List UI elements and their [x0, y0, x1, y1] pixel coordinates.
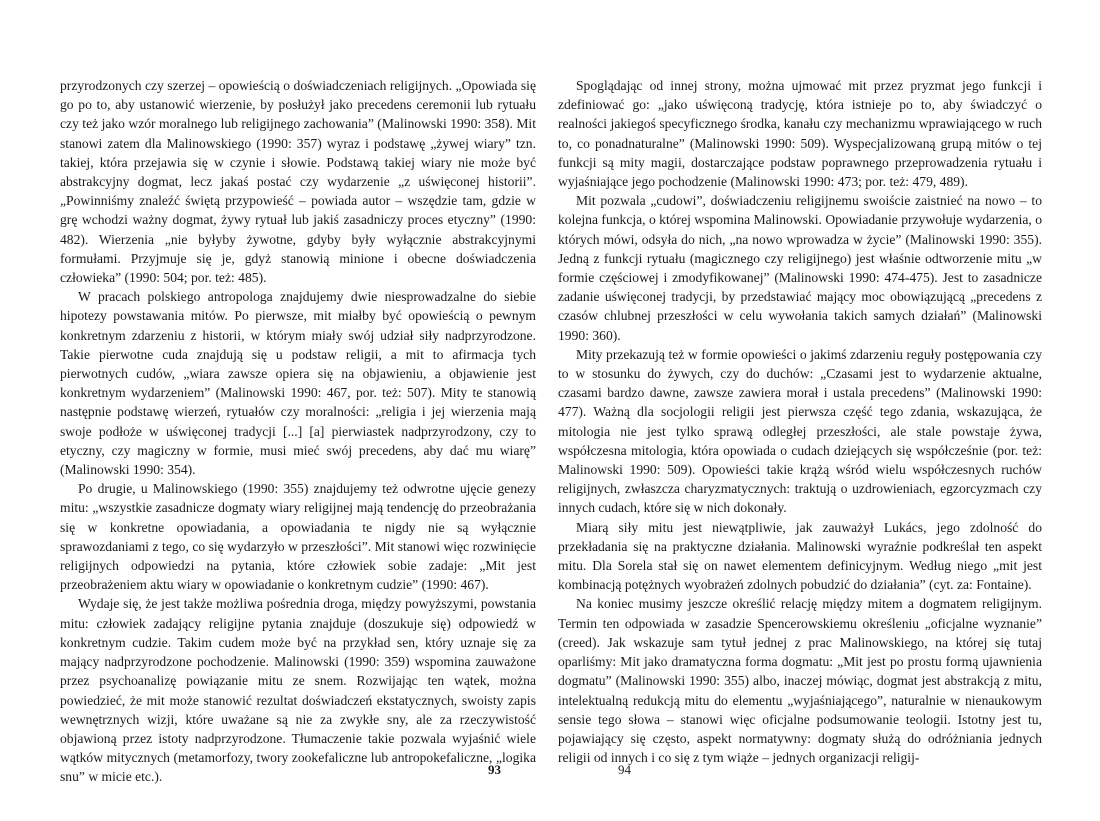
paragraph: Spoglądając od innej strony, można ujmować mit przez pryzmat jego funkcji i zdefiniować go: „jako uświęconą tradycję, która istnieje po to, aby świadczyć o realności jakiegoś specyficznego środka, kanału czy mechanizmu wprawiającego w ruch to, co ponadnaturalne” (Malinowski 1990: 509). Wyspecjalizowaną grupą mitów o tej funkcji są mity magii, dostarczające podstaw poprawnego przeprowadzenia rytuału i wyjaśniające jego pochodzenie (Malinowski 1990: 473; por. też: 479, 489).: [558, 78, 1042, 190]
paragraph: Po drugie, u Malinowskiego (1990: 355) znajdujemy też odwrotne ujęcie genezy mitu: „wszystkie zasadnicze dogmaty wiary religijnej mają tendencję do przeobrażania się w konkretne opowiadania, a opowiadania te nigdy nie są wyłącznie sprawozdaniami z tego, co się wydarzyło w przeszłości”. Mit stanowi więc rozwinięcie religijnych odpowiedzi na pytania, które człowiek sobie zadaje: „Mit jest przeobrażeniem aktu wiary w opowiadanie o konkretnym cudzie” (1990: 467).: [60, 481, 536, 593]
paragraph: Miarą siły mitu jest niewątpliwie, jak zauważył Lukács, jego zdolność do przekładania się na praktyczne działania. Malinowski wyraźnie podkreślał ten aspekt mitu. Dla Sorela stał się on nawet elementem definicyjnym. Według niego „mit jest kombinacją potężnych wyobrażeń zdolnych pobudzić do działania” (cyt. za: Fontaine).: [558, 519, 1042, 593]
paragraph: W pracach polskiego antropologa znajdujemy dwie niesprowadzalne do siebie hipotezy powstawania mitów. Po pierwsze, mit miałby być opowieścią o pewnym konkretnym zdarzeniu z historii, w którym miały swój udział siły nadprzyrodzone. Takie pierwotne cuda znajdują się u podstaw religii, a mit to afirmacja tych pierwotnych cudów, „wiara zawsze opiera się na objawieniu, a objawienie jest konkretnym wydarzeniem” (Malinowski 1990: 467, por. też: 507). Mity te stanowią następnie podstawę wierzeń, rytuałów czy moralności: „religia i jej wierzenia mają swoje podłoże w uświęconej tradycji [...] [a] pierwiastek nadprzyrodzony, czy to etyczny, czy magiczny w formie, musi mieć swój precedens, aby dać mu wiarę” (Malinowski 1990: 354).: [60, 289, 536, 478]
paragraph: Mity przekazują też w formie opowieści o jakimś zdarzeniu reguły postępowania czy to w stosunku do żywych, czy do duchów: „Czasami jest to wydarzenie aktualne, czasami bardzo dawne, zawsze zawiera morał i ustala precedens” (Malinowski 1990: 477). Ważną dla socjologii religii jest pierwsza część tego zdania, wskazująca, że mitologia nie jest tylko sprawą odległej przeszłości, ale stale powstaje żywa, współczesna mitologia, która opowiada o cudach dziejących się współcześnie (por. też: Malinowski 1990: 509). Opowieści takie krążą wśród wielu współczesnych ruchów religijnych, zwłaszcza charyzmatycznych: traktują o uzdrowieniach, egzorcyzmach czy innych cudach, które się w nich dokonały.: [558, 346, 1042, 516]
left-page-number: 93: [488, 762, 501, 777]
left-page-text: [60, 76, 536, 787]
right-page-number: 94: [618, 762, 631, 777]
paragraph: Mit pozwala „cudowi”, doświadczeniu religijnemu swoiście zaistnieć na nowo – to kolejna funkcja, o której wspomina Malinowski. Opowiadanie przywołuje wydarzenia, o których mówi, odsyła do nich, „na nowo wprowadza w życie” (Malinowski 1990: 355). Jedną z funkcji rytuału (magicznego czy religijnego) jest właśnie odtworzenie mitu „w formie częściowej i zmodyfikowanej” (Malinowski 1990: 474-475). Jest to zasadnicze zadanie uświęconej tradycji, by przedstawiać mający moc obowiązującą „precedens z czasów chlubnej przeszłości w celu wywołania takich samych działań” (Malinowski 1990: 360).: [558, 193, 1042, 343]
paragraph: przyrodzonych czy szerzej – opowieścią o doświadczeniach religijnych. „Opowiada się go po to, aby ustanowić wierzenie, by posłużył jako precedens ceremonii lub rytuału czy też jako wzór moralnego lub religijnego zachowania” (Malinowski 1990: 358). Mit stanowi zatem dla Malinowskiego (1990: 357) wyraz i podstawę „żywej wiary” tzn. takiej, która przejawia się w czynie i słowie. Podstawą takiej wiary nie może być abstrakcyjny dogmat, lecz jakaś postać czy wydarzenie „z uświęconej historii”. „Powinniśmy znaleźć świętą przypowieść – powiada autor – wszędzie tam, gdzie w grę wchodzi ważny dogmat, żywy rytuał lub jakiś zasadniczy proces etyczny” (1990: 482). Wierzenia „nie byłyby żywotne, gdyby były wyłącznie abstrakcyjnymi formułami. Przyjmuje się je, gdyż stanowią minione i obecne doświadczenia człowieka” (1990: 504; por. też: 485).: [60, 78, 536, 286]
paragraph: Na koniec musimy jeszcze określić relację między mitem a dogmatem religijnym. Termin ten odpowiada w zasadzie Spencerowskiemu określeniu „oficjalne wyznanie” (creed). Jak wskazuje sam tytuł jednej z prac Malinowskiego, na której się tutaj oparliśmy: Mit jako dramatyczna forma dogmatu: „Mit jest po prostu formą ujawnienia dogmatu” (Malinowski 1990: 355) albo, inaczej mówiąc, dogmat jest abstrakcją z mitu, intelektualną redukcją mitu do elementu „wyjaśniającego”, naturalnie w nienaukowym sensie tego słowa – stanowi więc oficjalne podsumowanie teologii. Istotny jest tu, pojawiający się często, aspekt normatywny: dogmaty służą do odróżniania jednych religii od innych i co się z tym wiąże – jednych organizacji religij-: [558, 596, 1042, 766]
right-page-text: [558, 76, 1042, 767]
paragraph: Wydaje się, że jest także możliwa pośrednia droga, między powyższymi, powstania mitu: człowiek zadający religijne pytania znajduje (doszukuje się) odpowiedź w konkretnym cudzie. Takim cudem może być na przykład sen, który uznaje się za mający nadprzyrodzone pochodzenie. Malinowski (1990: 359) wspomina zauważone przez psychoanalizę powiązanie mitu ze snem. Rozwijając ten wątek, można powiedzieć, że mit może stanowić rezultat doświadczeń ekstatycznych, swoisty zapis wewnętrznych wizji, które uważane są nie za zwykłe sny, ale za rzeczywistość objawioną przez istoty nadprzyrodzone. Tłumaczenie takie pozwala wyjaśnić wiele wątków mitycznych (metamorfozy, twory zookefaliczne lub antropokefaliczne, „logika snu” w micie etc.).: [60, 596, 536, 785]
